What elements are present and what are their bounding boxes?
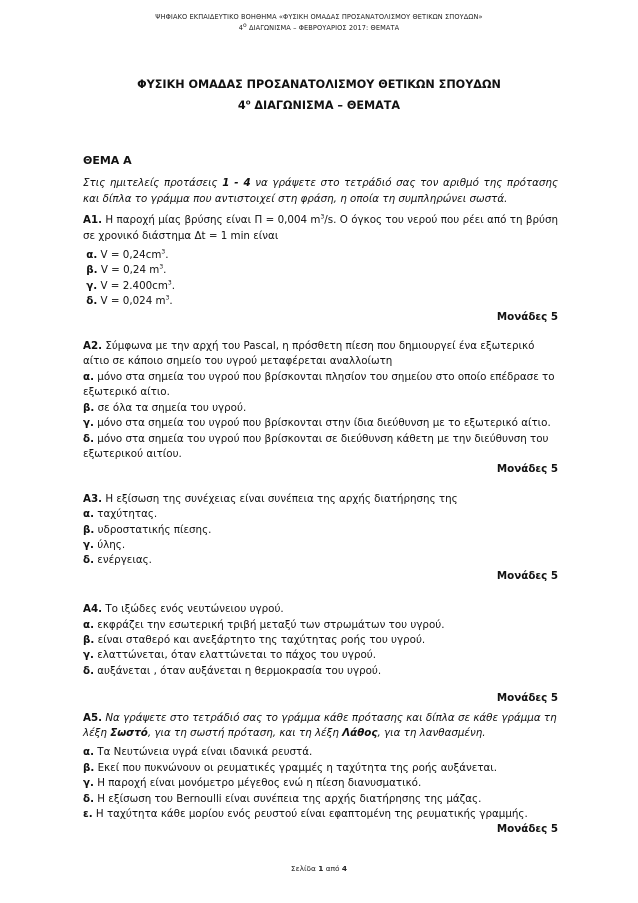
exam-content	[83, 153, 558, 838]
option-letter: γ.	[83, 649, 94, 662]
question-text	[83, 602, 558, 617]
footer-prefix: Σελίδα	[290, 864, 319, 873]
header-line-2	[0, 23, 638, 34]
instructions-part-1: Στις ημιτελείς προτάσεις	[83, 177, 223, 190]
option-item	[83, 648, 558, 663]
marks-label: Μονάδες 5	[496, 310, 558, 323]
option-letter: ε.	[83, 808, 93, 821]
instructions-bold: 1 - 4	[222, 177, 251, 190]
question-number: Α5.	[83, 711, 103, 724]
theme-heading: ΘΕΜΑ Α	[83, 154, 132, 167]
option-letter: γ.	[83, 417, 94, 430]
document-subtitle	[0, 99, 638, 112]
question-text	[83, 213, 558, 244]
document-title: ΦΥΣΙΚΗ ΟΜΑΔΑΣ ΠΡΟΣΑΝΑΤΟΛΙΣΜΟΥ ΘΕΤΙΚΩΝ ΣΠΟΥΔΩΝ	[137, 78, 501, 91]
marks-label: Μονάδες 5	[496, 569, 558, 582]
question-text	[83, 339, 558, 370]
option-letter: β.	[83, 633, 95, 646]
header-line-1: ΨΗΦΙΑΚΟ ΕΚΠΑΙΔΕΥΤΙΚΟ ΒΟΗΘΗΜΑ «ΦΥΣΙΚΗ ΟΜΑΔΑΣ ΠΡΟΣΑΝΑΤΟΛΙΣΜΟΥ ΘΕΤΙΚΩΝ ΣΠΟΥΔΩΝ»	[155, 13, 483, 21]
option-text: V = 2.400cm	[97, 279, 168, 292]
option-text: V = 0,024 m	[97, 295, 166, 308]
option-text: V = 0,24cm	[97, 249, 162, 262]
option-end: .	[169, 295, 173, 308]
option-text: Η παροχή είναι μονόμετρο μέγεθος ενώ η πίεση διανυσματικό.	[93, 777, 422, 790]
option-text: ταχύτητας.	[94, 508, 158, 521]
option-text: σε όλα τα σημεία του υγρού.	[94, 401, 247, 414]
option-item	[83, 294, 558, 309]
superscript: 3	[161, 248, 166, 256]
instructions-part-2: να γράψετε στο τετράδιό σας τον αριθμό της πρότασης και δίπλα το γράμμα που αντιστοιχεί στη φράση, η οποία τη συμπληρώνει σωστά.	[83, 177, 558, 205]
option-item	[83, 401, 558, 416]
option-item	[83, 248, 558, 263]
question-number: Α1.	[83, 214, 103, 227]
question-text	[83, 492, 558, 507]
option-item	[83, 279, 558, 294]
header-number: 4	[238, 24, 244, 32]
option-letter: δ.	[83, 792, 94, 805]
superscript: 3	[167, 279, 172, 287]
option-letter: β.	[83, 761, 95, 774]
option-item	[83, 776, 558, 791]
option-text: μόνο στα σημεία του υγρού που βρίσκονται πλησίον του σημείου στο οποίο επέδρασε το εξωτερικό αίτιο.	[83, 370, 555, 399]
question-text-part-1: Να γράψετε στο τετράδιό σας το γράμμα κάθε πρότασης και δίπλα σε κάθε γράμμα τη λέξη	[83, 711, 557, 739]
option-text: υδροστατικής πίεσης.	[94, 523, 212, 536]
option-end: .	[171, 279, 175, 292]
question-number: Α4.	[83, 603, 103, 616]
option-text: αυξάνεται , όταν αυξάνεται η θερμοκρασία του υγρού.	[94, 664, 382, 677]
option-letter: β.	[83, 401, 95, 414]
subtitle-number: 4	[237, 99, 246, 112]
question-text-part-2: , για τη σωστή πρόταση, και τη λέξη	[147, 727, 343, 739]
option-letter: δ.	[83, 432, 94, 445]
subtitle-text: ΔΙΑΓΩΝΙΣΜΑ – ΘΕΜΑΤΑ	[250, 99, 401, 112]
marks-label: Μονάδες 5	[496, 823, 558, 836]
option-text: είναι σταθερό και ανεξάρτητο της ταχύτητας ροής του υγρού.	[94, 633, 426, 646]
option-end: .	[163, 264, 167, 277]
option-text: Η ταχύτητα κάθε μορίου ενός ρευστού είναι εφαπτομένη της ρευματικής γραμμής.	[92, 808, 528, 821]
question-text	[83, 711, 558, 742]
option-letter: α.	[86, 249, 98, 262]
header-subtitle: ΔΙΑΓΩΝΙΣΜΑ – ΦΕΒΡΟΥΑΡΙΟΣ 2017: ΘΕΜΑΤΑ	[246, 24, 400, 32]
option-item	[83, 618, 558, 633]
question-a1	[83, 213, 558, 325]
page-footer	[0, 864, 638, 873]
option-item	[83, 370, 558, 401]
option-item	[83, 538, 558, 553]
option-item	[83, 432, 558, 463]
page-number: 1	[318, 864, 324, 873]
option-item	[83, 507, 558, 522]
option-letter: γ.	[83, 538, 94, 551]
superscript: 3	[165, 294, 170, 302]
option-letter: δ.	[86, 295, 98, 308]
option-letter: α.	[83, 508, 94, 521]
question-number: Α2.	[83, 340, 103, 353]
option-item	[83, 416, 558, 431]
question-text-part-3: , για τη λανθασμένη.	[377, 727, 486, 739]
option-item	[83, 523, 558, 538]
option-text: μόνο στα σημεία του υγρού που βρίσκονται στην ίδια διεύθυνση με το εξωτερικό αίτιο.	[93, 417, 551, 430]
option-letter: β.	[86, 264, 98, 277]
footer-middle: από	[323, 864, 342, 873]
option-letter: β.	[83, 523, 95, 536]
keyword-correct: Σωστό	[110, 727, 148, 739]
option-text: V = 0,24 m	[97, 264, 160, 277]
option-letter: α.	[83, 746, 94, 759]
question-number: Α3.	[83, 492, 103, 505]
option-item	[83, 664, 558, 679]
marks-label: Μονάδες 5	[496, 463, 558, 476]
option-text: εκφράζει την εσωτερική τριβή μεταξύ των στρωμάτων του υγρού.	[94, 618, 445, 631]
subtitle-ordinal: ο	[245, 98, 251, 107]
theme-instructions	[83, 176, 558, 207]
question-body: Σύμφωνα με την αρχή του Pascal, η πρόσθετη πίεση που δημιουργεί ένα εξωτερικό αίτιο σε κάποιο σημείο του υγρού μεταφέρεται αναλλοίωτη	[83, 340, 535, 368]
header-ordinal: ο	[243, 21, 247, 29]
question-text-part-2: /s. Ο όγκος του νερού που ρέει από τη βρύση σε χρονικό διάστημα Δt = 1 min είναι	[83, 214, 558, 242]
option-item	[83, 745, 558, 760]
superscript: 3	[320, 213, 325, 221]
option-item	[83, 263, 558, 278]
option-letter: α.	[83, 370, 94, 383]
question-a5	[83, 711, 558, 838]
marks-label: Μονάδες 5	[496, 692, 558, 705]
option-letter: δ.	[83, 664, 94, 677]
option-end: .	[165, 249, 169, 262]
option-item	[83, 633, 558, 648]
page-header	[0, 12, 638, 34]
option-text: Η εξίσωση του Bernoulli είναι συνέπεια της αρχής διατήρησης της μάζας.	[94, 792, 482, 805]
option-text: ελαττώνεται, όταν ελαττώνεται το πάχος του υγρού.	[93, 649, 377, 662]
option-item	[83, 761, 558, 776]
option-item	[83, 792, 558, 807]
option-text: Τα Νευτώνεια υγρά είναι ιδανικά ρευστά.	[94, 746, 313, 759]
question-body: Η εξίσωση της συνέχειας είναι συνέπεια της αρχής διατήρησης της	[102, 492, 458, 505]
question-body: Το ιξώδες ενός νευτώνειου υγρού.	[102, 603, 284, 616]
option-letter: δ.	[83, 554, 94, 567]
question-text-part-1: Η παροχή μίας βρύσης είναι Π = 0,004 m	[102, 214, 321, 227]
option-item	[83, 553, 558, 568]
option-text: ύλης.	[93, 538, 126, 551]
option-letter: γ.	[83, 777, 94, 790]
option-item	[83, 807, 558, 822]
option-text: μόνο στα σημεία του υγρού που βρίσκονται σε διεύθυνση κάθετη με την διεύθυνση του εξωτερικού αιτίου.	[83, 432, 549, 460]
option-letter: γ.	[86, 279, 98, 292]
question-a3	[83, 492, 558, 584]
question-a2	[83, 339, 558, 478]
superscript: 3	[159, 264, 164, 272]
keyword-wrong: Λάθος	[342, 727, 378, 739]
option-text: ενέργειας.	[94, 554, 152, 567]
page-total: 4	[341, 864, 348, 873]
option-text: Εκεί που πυκνώνουν οι ρευματικές γραμμές η ταχύτητα της ροής αυξάνεται.	[94, 761, 498, 774]
option-letter: α.	[83, 618, 94, 631]
question-a4	[83, 602, 558, 706]
